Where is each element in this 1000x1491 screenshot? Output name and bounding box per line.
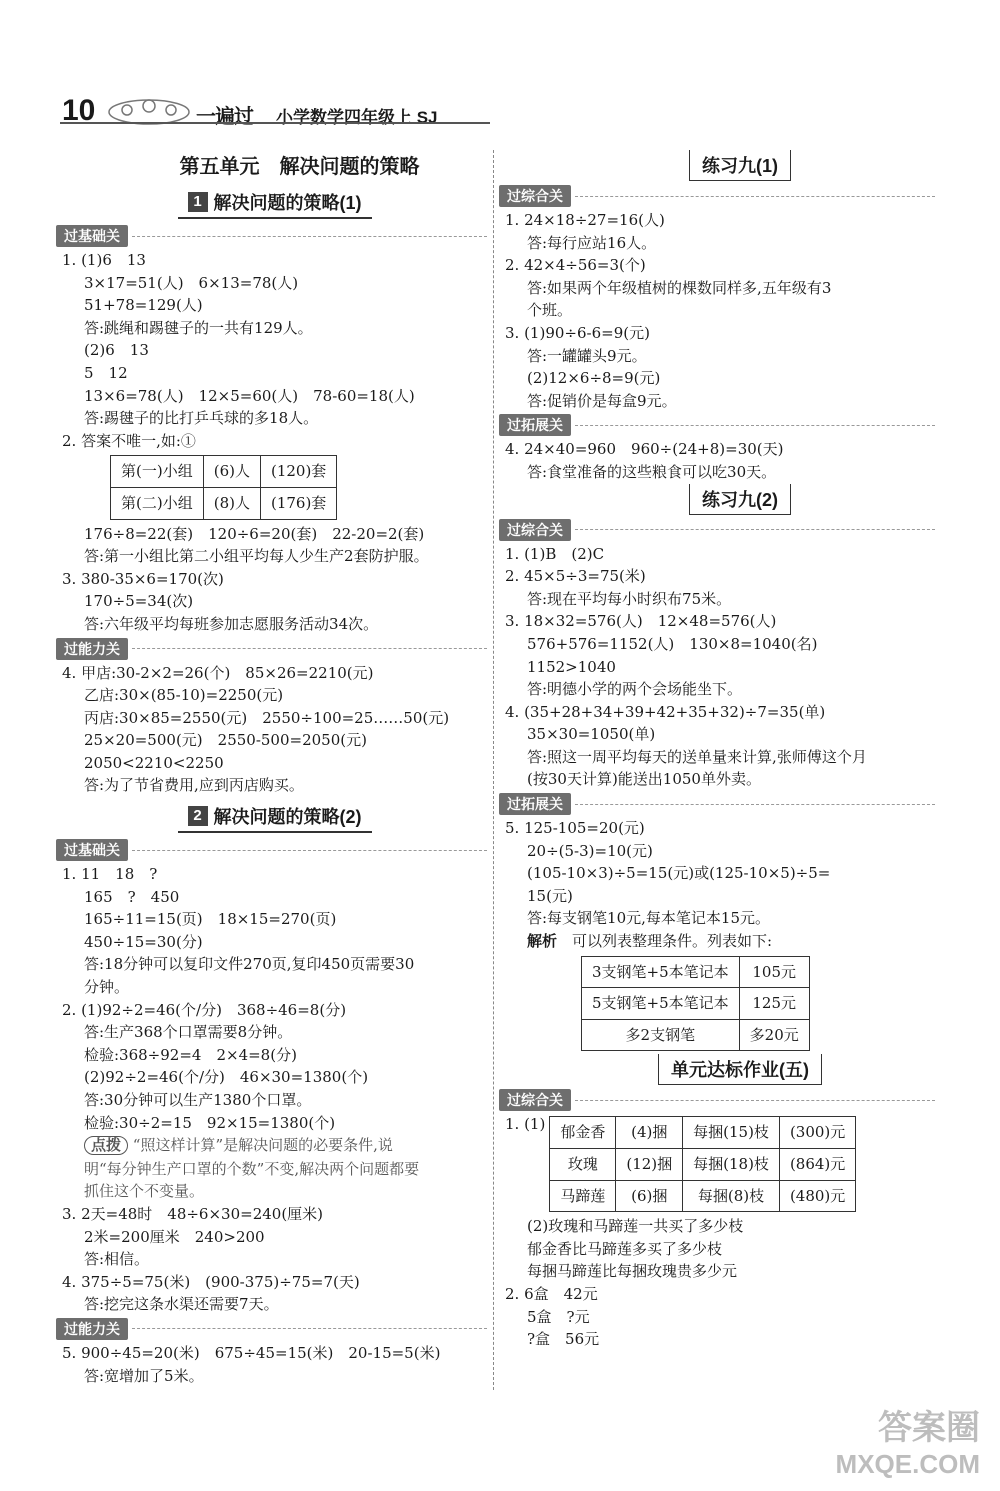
answer-line: 答:宽增加了5米。 bbox=[84, 1366, 204, 1385]
answer-line: 170÷5=34(次) bbox=[84, 592, 194, 611]
answer-line: 2. (1)92÷2=46(个/分) 368÷46=8(分) bbox=[62, 1000, 347, 1019]
answer-line: 35×30=1050(单) bbox=[527, 725, 656, 744]
answer-line: 1. (1)B (2)C bbox=[505, 544, 605, 563]
table-cell: 每捆(15)枝 bbox=[683, 1117, 780, 1149]
answer-line: 165 ? 450 bbox=[84, 887, 180, 906]
answer-line: 4. 375÷5=75(米) (900-375)÷75=7(天) bbox=[62, 1272, 360, 1291]
flower-table bbox=[549, 1116, 856, 1212]
answer-line: 答:每行应站16人。 bbox=[527, 233, 657, 252]
table-cell: 多2支钢笔 bbox=[582, 1019, 740, 1051]
answer-line: 4. (35+28+34+39+42+35+32)÷7=35(单) bbox=[505, 702, 826, 721]
column-divider bbox=[493, 150, 494, 1390]
answer-line: 450÷15=30(分) bbox=[84, 932, 203, 951]
answer-line: 答:六年级平均每班参加志愿服务活动34次。 bbox=[84, 614, 379, 633]
answer-line: 5盒 ?元 bbox=[527, 1307, 590, 1326]
answer-line: (2)92÷2=46(个/分) 46×30=1380(个) bbox=[84, 1068, 369, 1087]
table-cell: (12)捆 bbox=[616, 1149, 683, 1181]
table-cell: 第(一)小组 bbox=[111, 456, 204, 488]
table-cell: (864)元 bbox=[779, 1149, 855, 1181]
answer-line: 4. 甲店:30-2×2=26(个) 85×26=2210(元) bbox=[62, 663, 374, 682]
unit-title: 第五单元 解决问题的策略 bbox=[179, 156, 420, 178]
answer-line: 答:踢毽子的比打乒乓球的多18人。 bbox=[84, 409, 319, 428]
answer-line: 2. 42×4÷56=3(个) bbox=[505, 256, 646, 275]
answer-line: 3. (1)90÷6-6=9(元) bbox=[505, 323, 650, 342]
table-cell: (300)元 bbox=[779, 1117, 855, 1149]
level-tag: 过拓展关 bbox=[499, 793, 935, 815]
answer-line: ?盒 56元 bbox=[527, 1330, 600, 1349]
answer-line: 答:18分钟可以复印文件270页,复印450页需要30 bbox=[84, 955, 415, 974]
table-cell: 玫瑰 bbox=[550, 1149, 616, 1181]
level-tag: 过基础关 bbox=[56, 839, 487, 861]
group-table bbox=[110, 455, 337, 519]
analysis-label: 解析 bbox=[527, 932, 558, 951]
section-heading-2 bbox=[62, 803, 487, 833]
tip-note-line: 抓住这个不变量。 bbox=[84, 1182, 205, 1201]
site-watermark bbox=[836, 1400, 980, 1480]
level-tag: 过综合关 bbox=[499, 519, 935, 541]
answer-line: (105-10×3)÷5=15(元)或(125-10×5)÷5= bbox=[527, 864, 831, 883]
table-cell: 马蹄莲 bbox=[550, 1180, 616, 1212]
page-number: 10 bbox=[62, 94, 96, 127]
table-cell: (8)人 bbox=[203, 487, 260, 519]
level-tag: 过综合关 bbox=[499, 1089, 935, 1111]
answer-line: 答:明德小学的两个会场能坐下。 bbox=[527, 680, 743, 699]
answer-line: 答:每支钢笔10元,每本笔记本15元。 bbox=[527, 909, 770, 928]
section-number: 2 bbox=[188, 806, 208, 826]
answer-line: (2)12×6÷8=9(元) bbox=[527, 369, 661, 388]
table-cell: 105元 bbox=[739, 956, 809, 988]
answer-line: 答:现在平均每小时织布75米。 bbox=[527, 589, 732, 608]
tip-note-line: 明“每分钟生产口罩的个数”不变,解决两个问题都要 bbox=[84, 1159, 420, 1178]
answer-line: 2米=200厘米 240>200 bbox=[84, 1227, 265, 1246]
tip-note: 点拨 “照这样计算”是解决问题的必要条件,说 bbox=[62, 1134, 487, 1158]
answer-line: 1. (1) bbox=[505, 1115, 546, 1134]
pen-notebook-table bbox=[581, 956, 810, 1052]
table-cell: (4)捆 bbox=[616, 1117, 683, 1149]
table-cell: 多20元 bbox=[739, 1019, 809, 1051]
answer-line: 3×17=51(人) 6×13=78(人) bbox=[84, 273, 299, 292]
answer-line: 答:相信。 bbox=[84, 1250, 150, 1269]
level-tag: 过拓展关 bbox=[499, 414, 935, 436]
answer-line: 4. 24×40=960 960÷(24+8)=30(天) bbox=[505, 440, 784, 459]
left-column bbox=[62, 150, 487, 1387]
answer-line: 乙店:30×(85-10)=2250(元) bbox=[84, 686, 284, 705]
analysis-line: 解析 可以列表整理条件。列表如下: bbox=[527, 932, 773, 951]
answer-line: 1. 24×18÷27=16(人) bbox=[505, 211, 665, 229]
exercise-heading: 练习九(2) bbox=[545, 484, 935, 515]
answer-line: 3. 2天=48时 48÷6×30=240(厘米) bbox=[62, 1204, 324, 1223]
table-cell: 3支钢笔+5本笔记本 bbox=[582, 956, 740, 988]
answer-line: 3. 380-35×6=170(次) bbox=[62, 569, 224, 588]
answer-line: 165÷11=15(页) 18×15=270(页) bbox=[84, 910, 337, 929]
table-cell: 5支钢笔+5本笔记本 bbox=[582, 988, 740, 1020]
brand-logo-text: 一遍过 bbox=[196, 106, 253, 128]
answer-line: 13×6=78(人) 12×5=60(人) 78-60=18(人) bbox=[84, 386, 415, 405]
answer-line: 51+78=129(人) bbox=[84, 296, 203, 315]
answer-line: 25×20=500(元) 2550-500=2050(元) bbox=[84, 731, 367, 750]
answer-line: (按30天计算)能送出1050单外卖。 bbox=[527, 770, 761, 789]
answer-line: 郁金香比马蹄莲多买了多少枝 bbox=[527, 1239, 723, 1258]
answer-line: 答:第一小组比第二小组平均每人少生产2套防护服。 bbox=[84, 547, 429, 566]
table-cell: (6)人 bbox=[203, 456, 260, 488]
answer-line: 2. 答案不唯一,如:① bbox=[62, 431, 196, 450]
answer-line: 答:30分钟可以生产1380个口罩。 bbox=[84, 1091, 312, 1109]
answer-line: 答:促销价是每盒9元。 bbox=[527, 391, 677, 410]
right-column bbox=[505, 150, 935, 1351]
book-subtitle: 小学数学四年级上 SJ bbox=[276, 108, 438, 127]
exercise-heading: 练习九(1) bbox=[545, 150, 935, 181]
header-rule bbox=[60, 122, 490, 124]
answer-line: 答:挖完这条水渠还需要7天。 bbox=[84, 1295, 279, 1314]
answer-line: 答:如果两个年级植树的棵数同样多,五年级有3 bbox=[527, 278, 832, 297]
section-number: 1 bbox=[188, 192, 208, 212]
table-cell: (480)元 bbox=[779, 1180, 855, 1212]
answer-line: 分钟。 bbox=[84, 978, 130, 997]
answer-line: 检验:368÷92=4 2×4=8(分) bbox=[84, 1045, 297, 1064]
answer-line: 2050<2210<2250 bbox=[84, 753, 224, 772]
table-cell: 125元 bbox=[739, 988, 809, 1020]
answer-line: 每捆马蹄莲比每捆玫瑰贵多少元 bbox=[527, 1262, 738, 1281]
watermark-url: MXQE.COM bbox=[835, 1449, 980, 1479]
answer-line: 3. 18×32=576(人) 12×48=576(人) bbox=[505, 612, 777, 631]
answer-line: 答:一罐罐头9元。 bbox=[527, 346, 647, 365]
level-tag: 过综合关 bbox=[499, 185, 935, 207]
answer-line: 答:照这一周平均每天的送单量来计算,张师傅这个月 bbox=[527, 747, 867, 766]
exercise-heading: 单元达标作业(五) bbox=[545, 1054, 935, 1085]
answer-line: 答:生产368个口罩需要8分钟。 bbox=[84, 1023, 293, 1042]
answer-line: 检验:30÷2=15 92×15=1380(个) bbox=[84, 1113, 336, 1132]
answer-line: 答:跳绳和踢毽子的一共有129人。 bbox=[84, 318, 313, 337]
level-tag: 过基础关 bbox=[56, 225, 487, 247]
answer-line: 2. 6盒 42元 bbox=[505, 1284, 598, 1303]
answer-line: 576+576=1152(人) 130×8=1040(名) bbox=[527, 634, 818, 653]
tip-label: 点拨 bbox=[84, 1136, 128, 1155]
section-heading-1 bbox=[62, 189, 487, 219]
table-cell: 第(二)小组 bbox=[111, 487, 204, 519]
answer-line: 2. 45×5÷3=75(米) bbox=[505, 567, 646, 586]
answer-line: 5. 125-105=20(元) bbox=[505, 819, 645, 838]
answer-line: 15(元) bbox=[527, 886, 573, 905]
level-tag: 过能力关 bbox=[56, 1318, 487, 1340]
table-cell: (120)套 bbox=[260, 456, 336, 488]
answer-line: 1. (1)6 13 bbox=[62, 251, 146, 269]
watermark-main: 答案圈 bbox=[878, 1409, 980, 1447]
answer-line: 5. 900÷45=20(米) 675÷45=15(米) 20-15=5(米) bbox=[62, 1343, 441, 1362]
answer-line: 丙店:30×85=2550(元) 2550÷100=25……50(元) bbox=[84, 708, 450, 727]
level-tag: 过能力关 bbox=[56, 638, 487, 660]
answer-line: (2)6 13 bbox=[84, 341, 149, 360]
answer-line: 1152>1040 bbox=[527, 657, 616, 676]
table-cell: 郁金香 bbox=[550, 1117, 616, 1149]
cartoon-logo-icon bbox=[105, 92, 193, 126]
table-cell: (176)套 bbox=[260, 487, 336, 519]
table-cell: (6)捆 bbox=[616, 1180, 683, 1212]
answer-line: 答:为了节省费用,应到丙店购买。 bbox=[84, 776, 304, 795]
answer-line: 1. 11 18 ? bbox=[62, 865, 158, 884]
flower-question bbox=[505, 1113, 935, 1215]
answer-line: (2)玫瑰和马蹄莲一共买了多少枝 bbox=[527, 1217, 744, 1236]
answer-line: 5 12 bbox=[84, 363, 128, 382]
table-cell: 每捆(18)枝 bbox=[683, 1149, 780, 1181]
answer-line: 个班。 bbox=[527, 301, 573, 320]
section-title: 解决问题的策略(2) bbox=[213, 807, 362, 828]
table-cell: 每捆(8)枝 bbox=[683, 1180, 780, 1212]
answer-line: 20÷(5-3)=10(元) bbox=[527, 841, 653, 860]
answer-line: 答:食堂准备的这些粮食可以吃30天。 bbox=[527, 462, 777, 481]
answer-line: 176÷8=22(套) 120÷6=20(套) 22-20=2(套) bbox=[84, 524, 425, 543]
section-title: 解决问题的策略(1) bbox=[213, 193, 362, 213]
